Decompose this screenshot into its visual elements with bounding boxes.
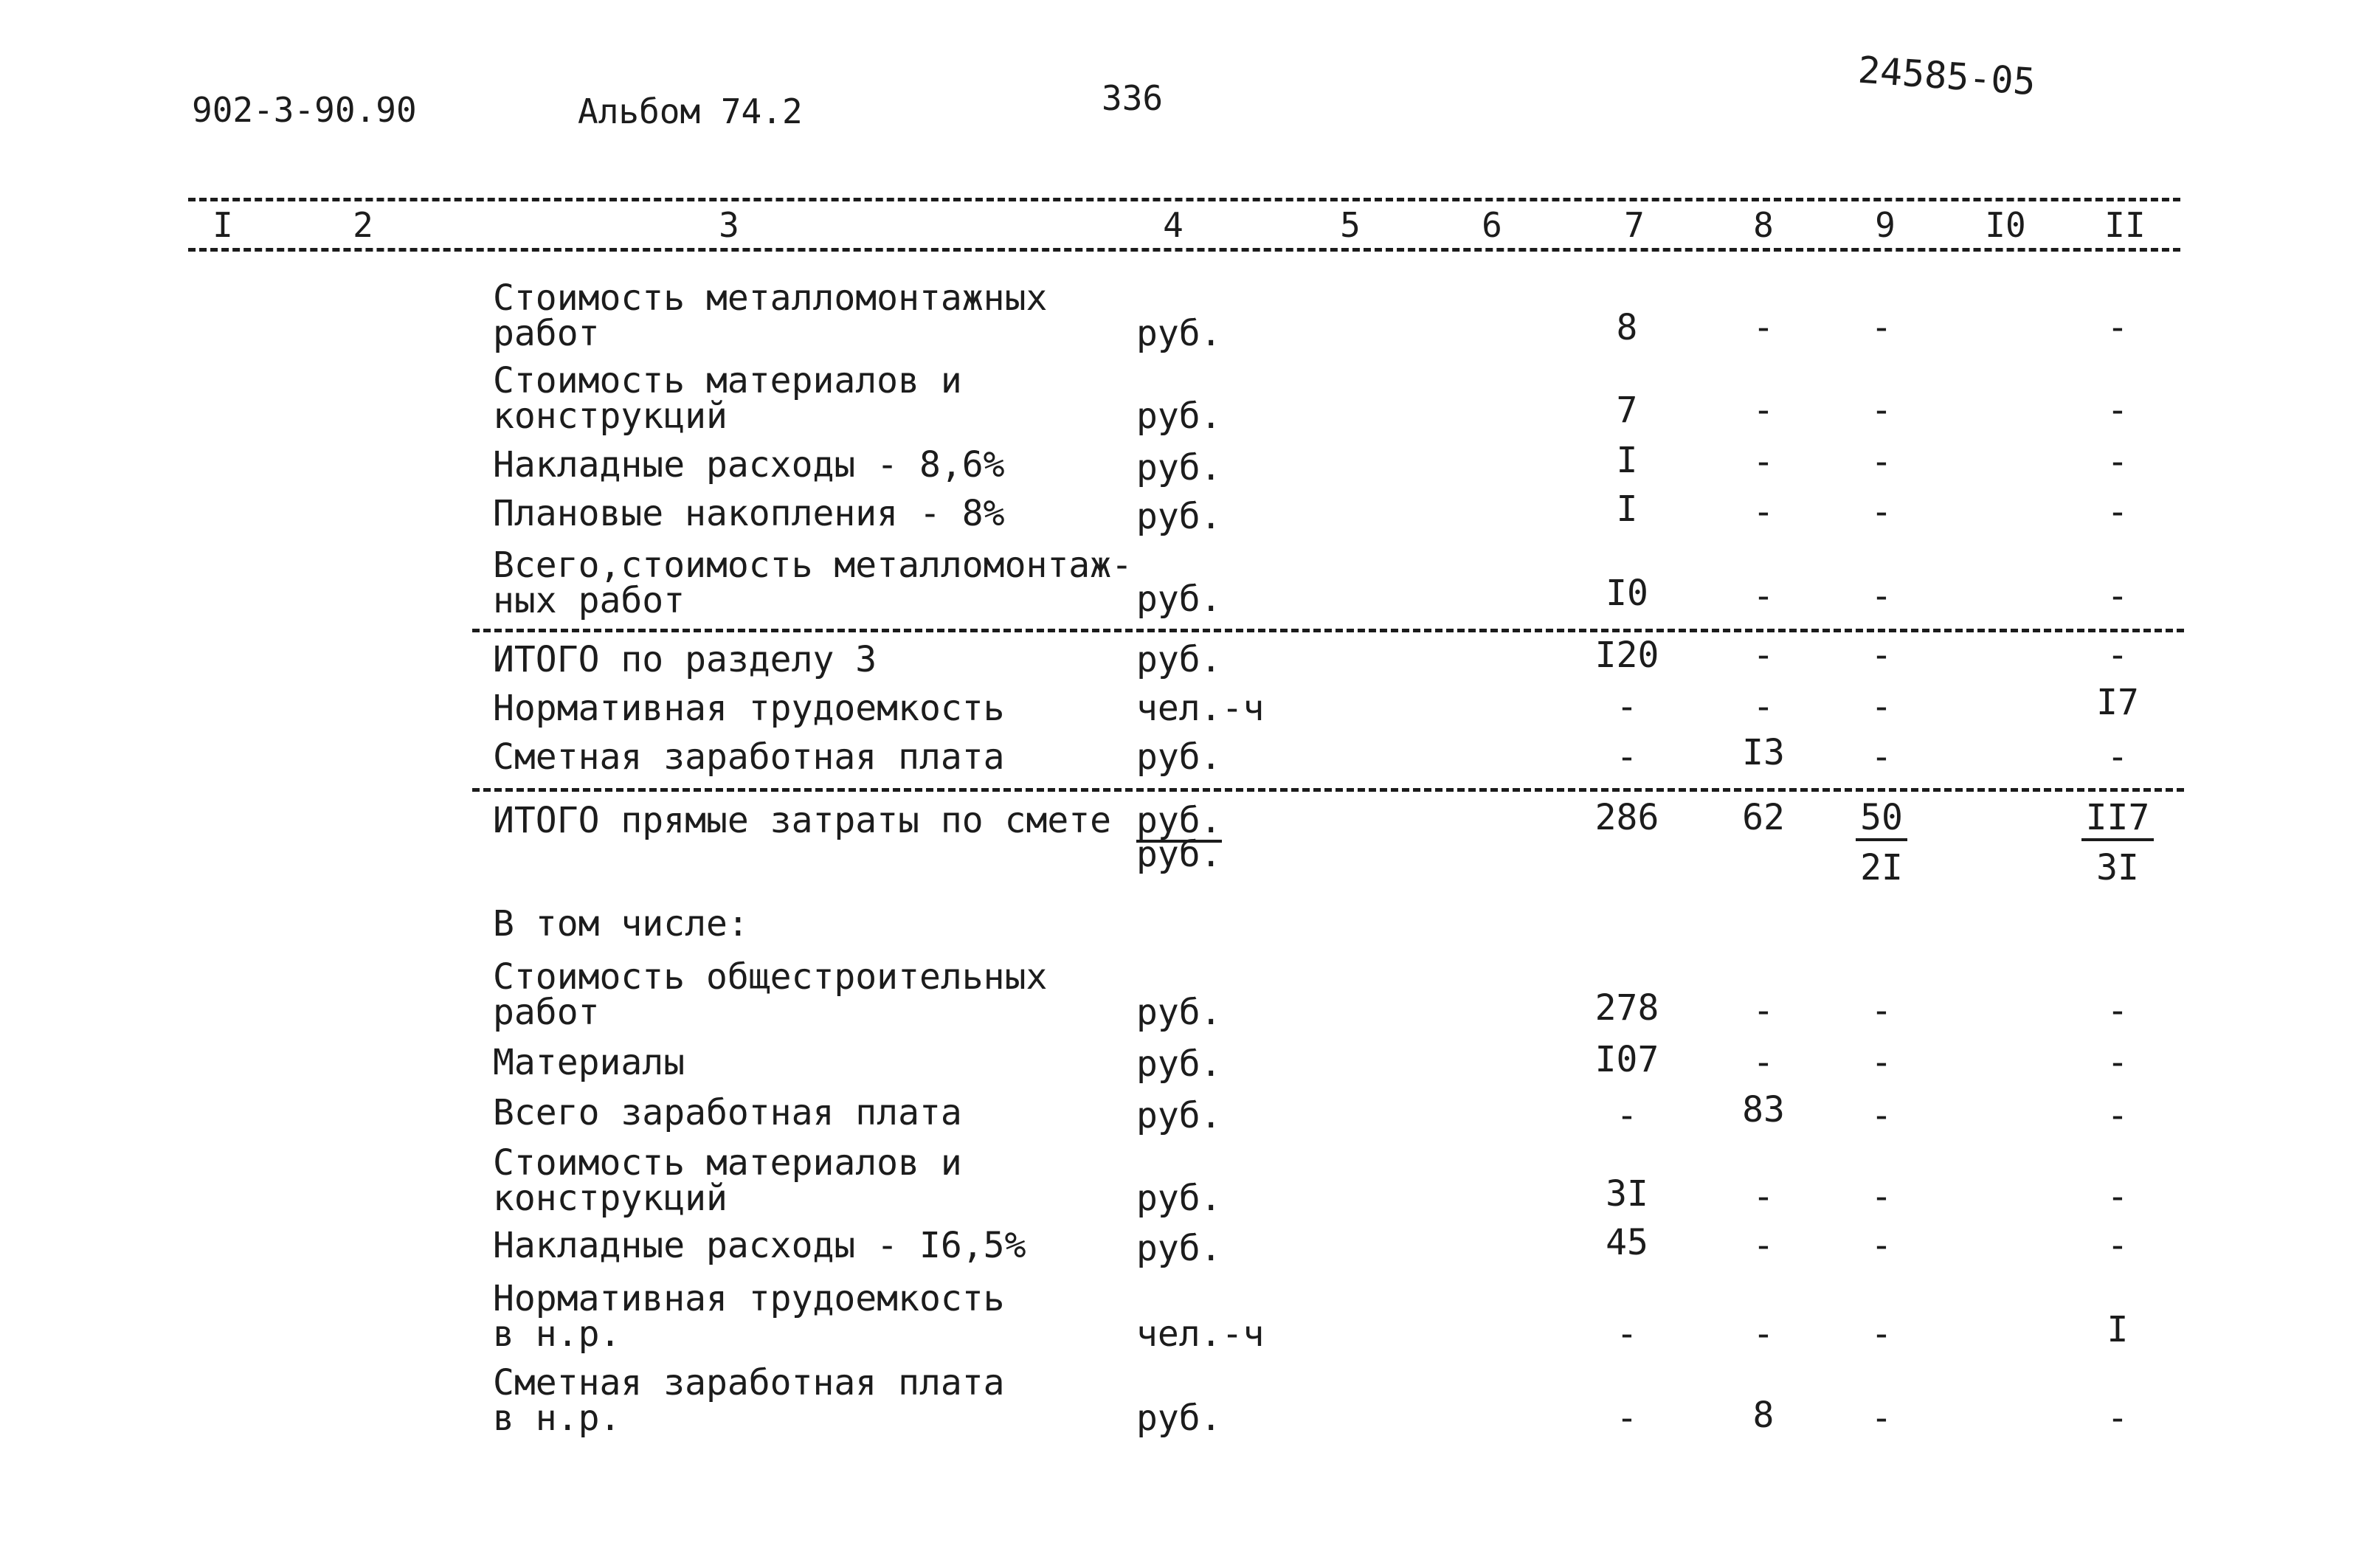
row-unit: руб.: [1136, 447, 1222, 488]
row-description: Нормативная трудоемкость: [493, 688, 1005, 729]
row-value-col8: -: [1752, 686, 1775, 728]
row-value-col8: 8: [1752, 1395, 1775, 1436]
section-separator-1: [472, 629, 2184, 632]
row-value-col7: 286: [1594, 797, 1659, 838]
row-value-col11: -: [2107, 491, 2129, 533]
header-top-rule: [188, 198, 2180, 201]
row-unit: [1136, 800, 1222, 875]
row-unit: руб.: [1136, 1178, 1222, 1219]
row-value-col11: -: [2107, 635, 2129, 676]
row-value-col11: -: [2107, 576, 2129, 617]
header-bottom-rule: [188, 248, 2180, 252]
row-description: Сметная заработная плата: [493, 736, 1005, 778]
row-unit: руб.: [1136, 1398, 1222, 1439]
row-unit: руб.: [1136, 578, 1222, 620]
row-value-col7: I20: [1594, 635, 1659, 676]
row-value-col9: -: [1870, 1313, 1893, 1355]
col-header-4: 4: [1163, 205, 1184, 245]
row-value-col7: -: [1616, 1095, 1638, 1136]
row-value-col9: -: [1870, 576, 1893, 617]
row-value-col11: -: [2107, 1398, 2129, 1439]
row-unit: руб.: [1136, 736, 1222, 778]
fraction-numerator: 50: [1856, 800, 1907, 841]
row-value-col8: -: [1752, 1313, 1775, 1355]
row-unit: руб.: [1136, 1228, 1222, 1269]
row-value-col11: -: [2107, 736, 2129, 778]
row-value-col9: -: [1870, 635, 1893, 676]
row-description: Материалы: [493, 1042, 685, 1083]
row-value-col8: -: [1752, 307, 1775, 348]
row-description: Накладные расходы - 8,6%: [493, 444, 1005, 486]
row-value-col8: 83: [1742, 1089, 1785, 1130]
row-value-col9: -: [1870, 1042, 1893, 1083]
row-description: ИТОГО по разделу 3: [493, 639, 877, 680]
row-value-col9: -: [1870, 1176, 1893, 1218]
col-header-8: 8: [1753, 205, 1774, 245]
row-description: Стоимость общестроительных работ: [493, 956, 1048, 1033]
col-header-6: 6: [1482, 205, 1502, 245]
handwritten-stamp-number: 24585-05: [1856, 48, 2037, 104]
album-label: Альбом 74.2: [578, 91, 803, 131]
col-header-2: 2: [353, 205, 373, 245]
row-value-col7: -: [1616, 736, 1638, 778]
row-value-col9: -: [1870, 441, 1893, 483]
row-value-col11: -: [2107, 1095, 2129, 1136]
row-value-col8: -: [1752, 576, 1775, 617]
row-description: В том числе:: [493, 903, 749, 944]
row-description: Стоимость материалов и конструкций: [493, 360, 962, 437]
fraction-numerator: II7: [2081, 800, 2155, 841]
row-value-col8: -: [1752, 1042, 1775, 1083]
page-number: 336: [1102, 78, 1164, 118]
fraction-col11: [2059, 797, 2177, 888]
row-value-col9: -: [1870, 1398, 1893, 1439]
row-unit: руб.: [1136, 1043, 1222, 1085]
row-description: Нормативная трудоемкость в н.р.: [493, 1278, 1005, 1355]
row-unit: руб.: [1136, 396, 1222, 437]
col-header-10: I0: [1985, 205, 2026, 245]
row-value-col7: I: [1616, 440, 1638, 481]
row-value-col8: -: [1752, 1176, 1775, 1218]
row-value-col8: -: [1752, 990, 1775, 1032]
row-value-col8: -: [1752, 1225, 1775, 1266]
row-value-col11: -: [2107, 1042, 2129, 1083]
row-value-col7: -: [1616, 686, 1638, 728]
row-description: Всего,стоимость металломонтаж- ных работ: [493, 545, 1133, 621]
row-value-col7: 278: [1594, 987, 1659, 1029]
document-number: 902-3-90.90: [192, 90, 417, 130]
unit-numerator: руб.: [1136, 800, 1222, 841]
row-value-col9: -: [1870, 736, 1893, 778]
row-description: Стоимость металломонтажных работ: [493, 277, 1048, 354]
col-header-5: 5: [1340, 205, 1361, 245]
section-separator-2: [472, 788, 2184, 792]
row-unit: руб.: [1136, 496, 1222, 537]
col-header-1: I: [213, 205, 233, 245]
fraction-denominator: 3I: [2096, 847, 2139, 888]
row-description: Стоимость материалов и конструкций: [493, 1142, 962, 1219]
row-value-col9: -: [1870, 1095, 1893, 1136]
row-value-col7: I07: [1594, 1039, 1659, 1080]
row-value-col11: -: [2107, 1225, 2129, 1266]
row-value-col9: -: [1870, 990, 1893, 1032]
row-description: Всего заработная плата: [493, 1092, 962, 1133]
row-value-col11: -: [2107, 1176, 2129, 1218]
row-value-col9: -: [1870, 307, 1893, 348]
row-value-col8: I3: [1742, 732, 1785, 773]
row-value-col7: -: [1616, 1313, 1638, 1355]
fraction-col9: [1822, 797, 1941, 888]
row-value-col11: I: [2107, 1309, 2129, 1350]
row-value-col11: -: [2107, 307, 2129, 348]
row-unit: руб.: [1136, 639, 1222, 680]
row-value-col11: -: [2107, 390, 2129, 431]
row-value-col7: 7: [1616, 390, 1638, 431]
unit-denominator: руб.: [1136, 834, 1222, 875]
row-value-col7: 3I: [1606, 1173, 1648, 1215]
row-value-col11: -: [2107, 990, 2129, 1032]
row-value-col8: -: [1752, 635, 1775, 676]
row-value-col9: -: [1870, 1225, 1893, 1266]
row-description: ИТОГО прямые затраты по смете: [493, 800, 1112, 841]
col-header-7: 7: [1624, 205, 1645, 245]
row-unit: руб.: [1136, 313, 1222, 354]
row-value-col8: -: [1752, 390, 1775, 431]
row-value-col7: -: [1616, 1398, 1638, 1439]
row-value-col11: I7: [2096, 682, 2139, 723]
row-value-col8: -: [1752, 491, 1775, 533]
row-unit: чел.-ч: [1136, 1313, 1265, 1355]
row-description: Плановые накопления - 8%: [493, 493, 1005, 534]
row-value-col8: -: [1752, 441, 1775, 483]
fraction-denominator: 2I: [1860, 847, 1903, 888]
col-header-9: 9: [1875, 205, 1896, 245]
row-unit: руб.: [1136, 992, 1222, 1033]
row-value-col9: -: [1870, 491, 1893, 533]
row-value-col9: -: [1870, 390, 1893, 431]
row-value-col9: -: [1870, 686, 1893, 728]
row-value-col7: 8: [1616, 307, 1638, 348]
row-value-col7: I: [1616, 488, 1638, 530]
row-description: Сметная заработная плата в н.р.: [493, 1362, 1005, 1439]
row-value-col11: -: [2107, 441, 2129, 483]
row-value-col7: 45: [1606, 1222, 1648, 1263]
col-header-11: II: [2104, 205, 2146, 245]
row-unit: чел.-ч: [1136, 688, 1265, 729]
row-value-col7: I0: [1606, 573, 1648, 614]
col-header-3: 3: [719, 205, 739, 245]
row-description: Накладные расходы - I6,5%: [493, 1225, 1026, 1266]
row-value-col8: 62: [1742, 797, 1785, 838]
row-unit: руб.: [1136, 1095, 1222, 1136]
